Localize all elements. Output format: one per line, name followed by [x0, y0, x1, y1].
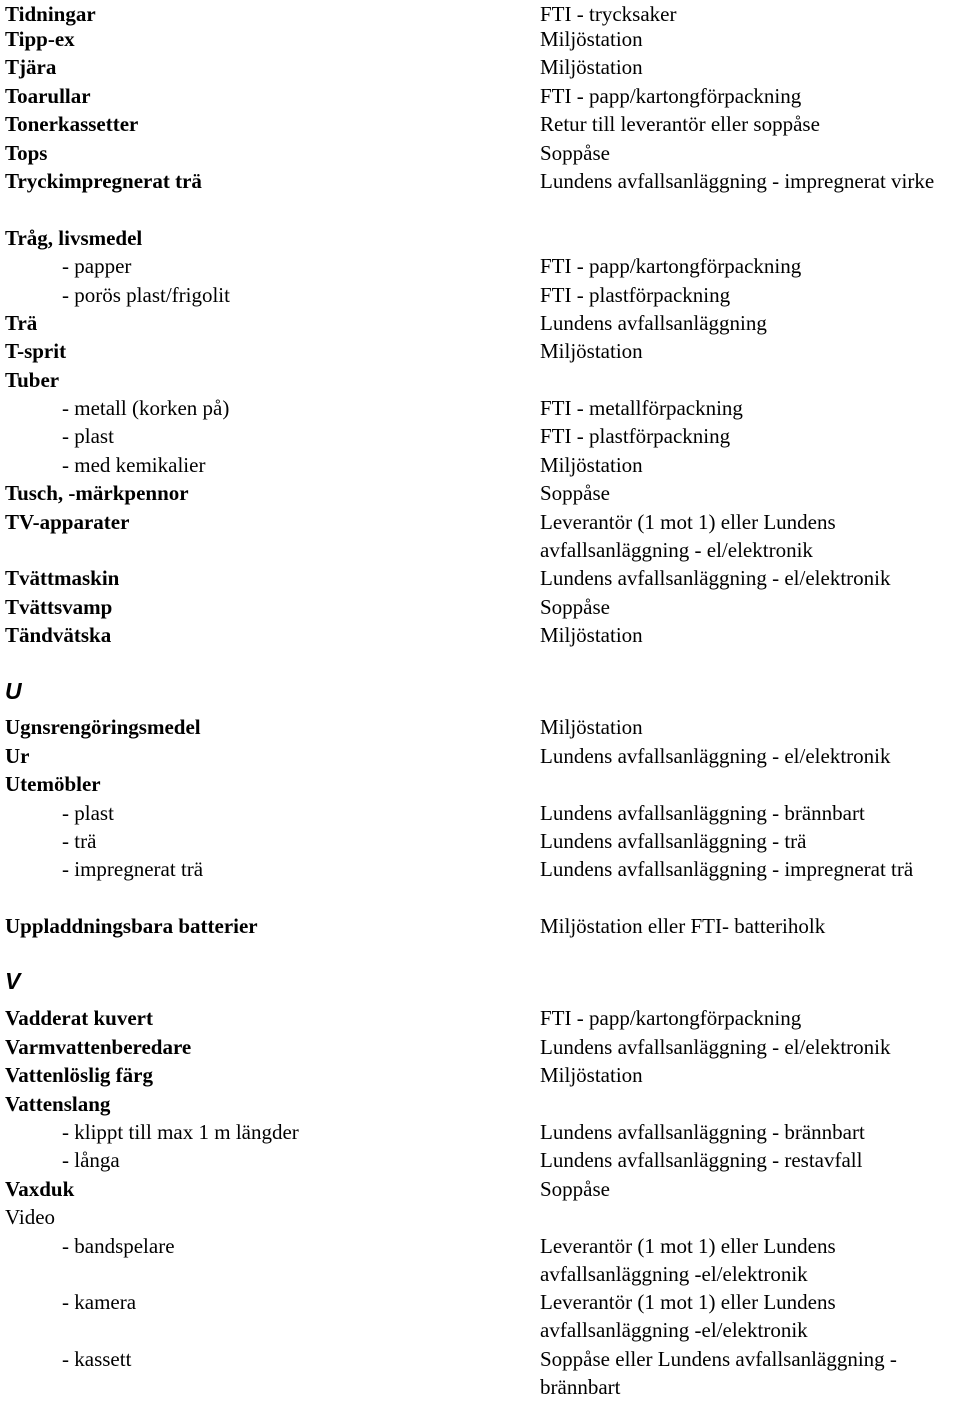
- disposal-text: Lundens avfallsanläggning - trä: [540, 829, 807, 853]
- disposal-text: Leverantör (1 mot 1) eller Lundens avfallsanläggning -el/elektronik: [540, 1234, 836, 1287]
- item-label: - impregnerat trä: [62, 857, 204, 881]
- disposal-text: Lundens avfallsanläggning - el/elektronik: [540, 1035, 891, 1059]
- disposal-text: Lundens avfallsanläggning - restavfall: [540, 1148, 863, 1172]
- item-label: - metall (korken på): [62, 396, 230, 420]
- disposal-text: Miljöstation eller FTI- batteriholk: [540, 914, 826, 938]
- item-label: Varmvattenberedare: [5, 1035, 192, 1059]
- disposal-text: FTI - papp/kartongförpackning: [540, 254, 802, 278]
- item-label: Tvättmaskin: [5, 566, 120, 590]
- disposal-text: FTI - plastförpackning: [540, 424, 731, 448]
- disposal-text: Lundens avfallsanläggning: [540, 311, 767, 335]
- item-label: - med kemikalier: [62, 453, 206, 477]
- disposal-text: Soppåse: [540, 141, 610, 165]
- section-letter: U: [5, 678, 22, 704]
- item-label: Vaxduk: [5, 1177, 75, 1201]
- disposal-text: Leverantör (1 mot 1) eller Lundens avfallsanläggning - el/elektronik: [540, 510, 836, 563]
- item-label: - papper: [62, 254, 132, 278]
- disposal-text: Miljöstation: [540, 339, 643, 363]
- item-label: - långa: [62, 1148, 120, 1172]
- disposal-text: Lundens avfallsanläggning - el/elektronik: [540, 744, 891, 768]
- disposal-text: Miljöstation: [540, 1063, 643, 1087]
- item-label: Utemöbler: [5, 772, 101, 796]
- item-label: Tuber: [5, 368, 60, 392]
- disposal-text: Lundens avfallsanläggning - impregnerat trä: [540, 857, 914, 881]
- item-label: Tidningar: [5, 2, 96, 26]
- disposal-text: Lundens avfallsanläggning - brännbart: [540, 801, 865, 825]
- item-label: - kassett: [62, 1347, 132, 1371]
- item-label: - porös plast/frigolit: [62, 283, 230, 307]
- item-label: Tjära: [5, 55, 57, 79]
- item-label: Tipp-ex: [5, 27, 75, 51]
- disposal-text: Miljöstation: [540, 453, 643, 477]
- disposal-text: FTI - metallförpackning: [540, 396, 743, 420]
- item-label: Tryckimpregnerat trä: [5, 169, 202, 193]
- disposal-text: Soppåse: [540, 595, 610, 619]
- disposal-text: Miljöstation: [540, 27, 643, 51]
- item-label: - trä: [62, 829, 97, 853]
- item-label: Ugnsrengöringsmedel: [5, 715, 201, 739]
- item-label: Tonerkassetter: [5, 112, 139, 136]
- item-label: Tvättsvamp: [5, 595, 113, 619]
- disposal-text: FTI - papp/kartongförpackning: [540, 84, 802, 108]
- disposal-text: Lundens avfallsanläggning - el/elektronik: [540, 566, 891, 590]
- item-label: TV-apparater: [5, 510, 130, 534]
- item-label: Vadderat kuvert: [5, 1006, 153, 1030]
- item-label: Tops: [5, 141, 48, 165]
- item-label: Video: [5, 1205, 56, 1229]
- item-label: Trä: [5, 311, 38, 335]
- disposal-text: Soppåse: [540, 1177, 610, 1201]
- disposal-text: FTI - papp/kartongförpackning: [540, 1006, 802, 1030]
- item-label: Toarullar: [5, 84, 91, 108]
- item-label: Ur: [5, 744, 30, 768]
- item-label: - bandspelare: [62, 1234, 175, 1258]
- disposal-text: Miljöstation: [540, 623, 643, 647]
- item-label: Tusch, -märkpennor: [5, 481, 189, 505]
- item-label: T-sprit: [5, 339, 67, 363]
- item-label: Vattenslang: [5, 1092, 111, 1116]
- disposal-text: Soppåse: [540, 481, 610, 505]
- item-label: - plast: [62, 424, 114, 448]
- item-label: Tändvätska: [5, 623, 112, 647]
- item-label: - klippt till max 1 m längder: [62, 1120, 299, 1144]
- item-label: - kamera: [62, 1290, 137, 1314]
- disposal-text: Soppåse eller Lundens avfallsanläggning - brännbart: [540, 1347, 897, 1400]
- disposal-text: Miljöstation: [540, 715, 643, 739]
- disposal-text: FTI - trycksaker: [540, 2, 677, 26]
- section-letter: V: [5, 968, 21, 994]
- item-label: - plast: [62, 801, 114, 825]
- item-label: Uppladdningsbara batterier: [5, 914, 258, 938]
- disposal-text: FTI - plastförpackning: [540, 283, 731, 307]
- disposal-text: Leverantör (1 mot 1) eller Lundens avfallsanläggning -el/elektronik: [540, 1290, 836, 1343]
- disposal-text: Lundens avfallsanläggning - brännbart: [540, 1120, 865, 1144]
- disposal-text: Miljöstation: [540, 55, 643, 79]
- disposal-text: Lundens avfallsanläggning - impregnerat virke: [540, 169, 935, 193]
- item-label: Vattenlöslig färg: [5, 1063, 153, 1087]
- disposal-text: Retur till leverantör eller soppåse: [540, 112, 820, 136]
- item-label: Tråg, livsmedel: [5, 226, 143, 250]
